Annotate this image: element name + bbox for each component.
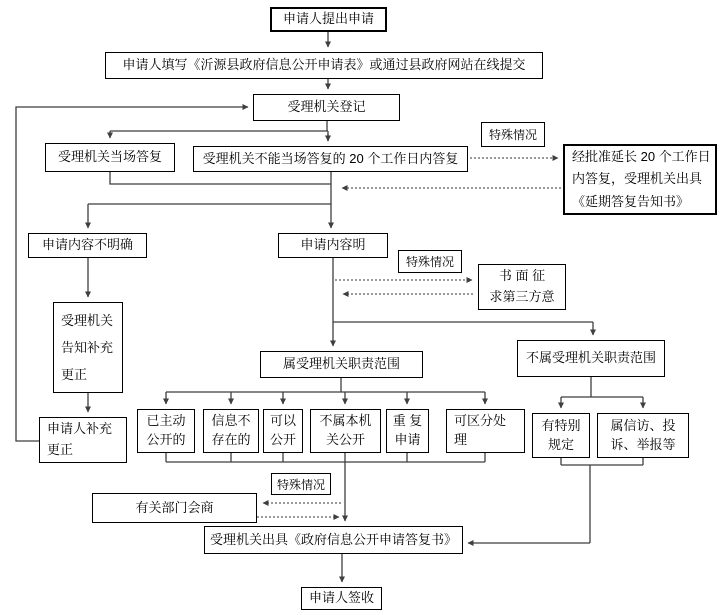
node-info-nonexistent: 信息不 存在的 bbox=[203, 409, 259, 453]
node-issue-reply: 受理机关出具《政府信息公开申请答复书》 bbox=[204, 526, 463, 554]
label-special-case-2: 特殊情况 bbox=[398, 250, 462, 273]
node-applicant-sign: 申请人签收 bbox=[301, 587, 382, 610]
node-extended-reply: 经批准延长 20 个工作日 内答复，受理机关出具 《延期答复告知书》 bbox=[563, 144, 717, 215]
node-divisible-handling: 可区分处 理 bbox=[446, 409, 525, 453]
node-out-of-scope: 不属受理机关职责范围 bbox=[517, 340, 665, 377]
node-written-third-party: 书 面 征 求第三方意 bbox=[478, 264, 566, 310]
node-applicant-submit: 申请人提出申请 bbox=[270, 7, 387, 32]
node-dept-consult: 有关部门会商 bbox=[92, 493, 257, 523]
node-register: 受理机关登记 bbox=[253, 94, 400, 121]
node-fill-form: 申请人填写《沂源县政府信息公开申请表》或通过县政府网站在线提交 bbox=[105, 52, 543, 79]
node-content-clear: 申请内容明 bbox=[278, 233, 388, 258]
node-can-disclose: 可以 公开 bbox=[263, 409, 303, 453]
connector-right-merge bbox=[561, 458, 643, 543]
node-content-unclear: 申请内容不明确 bbox=[28, 233, 147, 258]
connector-outscope-branch bbox=[561, 377, 643, 397]
connector-within20-split bbox=[88, 172, 331, 204]
connector-onspot-merge bbox=[110, 172, 331, 184]
node-already-published: 已主动 公开的 bbox=[137, 409, 195, 453]
connector-six-merge bbox=[166, 453, 485, 462]
node-onsite-reply: 受理机关当场答复 bbox=[45, 143, 175, 172]
node-special-provisions: 有特别 规定 bbox=[532, 413, 590, 458]
connector-inscope-branch bbox=[166, 378, 485, 392]
connector-register-split bbox=[110, 121, 328, 141]
node-petition-complaint: 属信访、投 诉、举报等 bbox=[597, 413, 689, 458]
node-repeat-request: 重 复 申请 bbox=[386, 409, 429, 453]
node-applicant-supplement: 申请人补充 更正 bbox=[39, 417, 127, 463]
node-reply-20-days: 受理机关不能当场答复的 20 个工作日内答复 bbox=[193, 146, 468, 172]
node-in-scope: 属受理机关职责范围 bbox=[260, 351, 423, 378]
label-special-case-3: 特殊情况 bbox=[271, 473, 331, 495]
node-notify-supplement: 受理机关 告知补充 更正 bbox=[53, 302, 123, 393]
node-not-this-agency: 不属本机 关公开 bbox=[310, 409, 381, 453]
label-special-case-1: 特殊情况 bbox=[481, 122, 545, 147]
